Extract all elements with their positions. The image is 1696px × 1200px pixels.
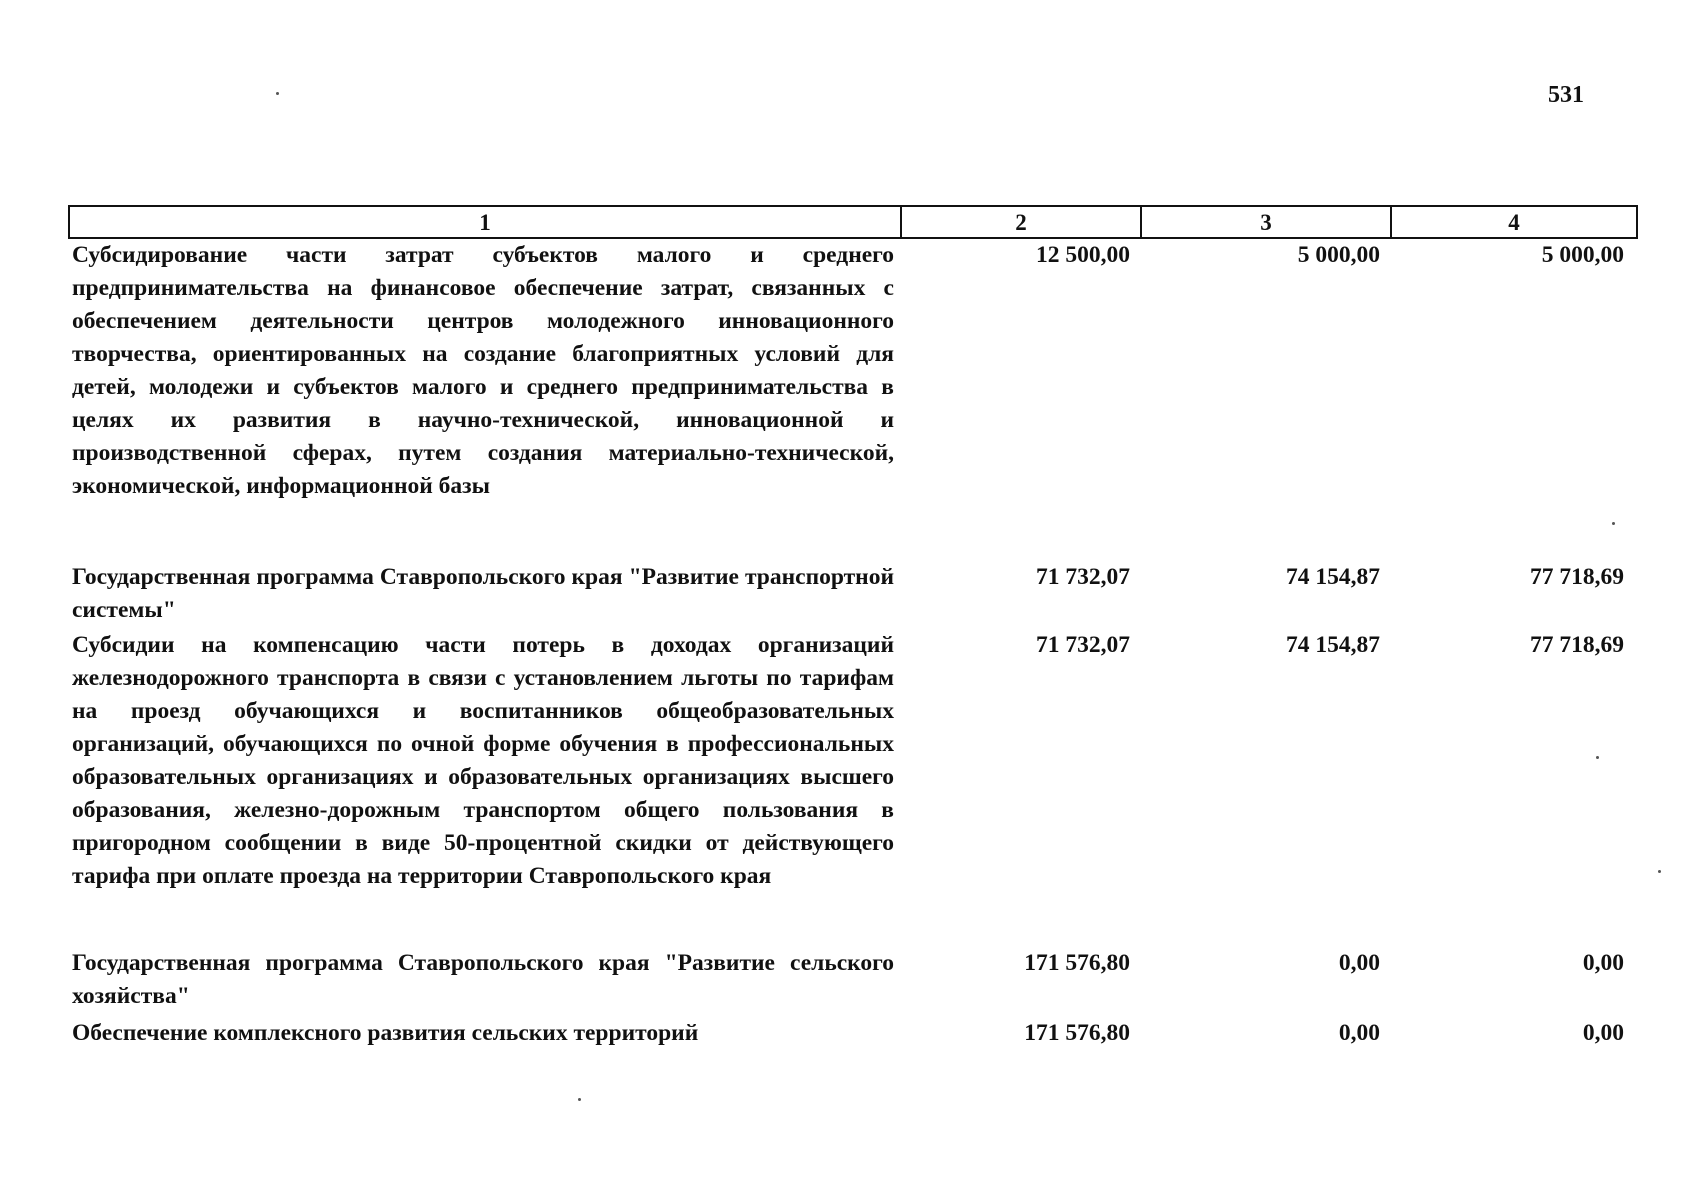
scan-speck	[578, 1098, 581, 1101]
page-number: 531	[1548, 82, 1584, 108]
header-col-3: 3	[1140, 207, 1390, 237]
row-value-col-3: 0,00	[1338, 1020, 1380, 1046]
scan-speck	[276, 92, 279, 95]
row-value-col-3: 0,00	[1338, 950, 1380, 976]
header-col-1: 1	[479, 210, 491, 235]
row-value-col-4: 77 718,69	[1530, 564, 1624, 590]
row-value-col-4: 5 000,00	[1541, 242, 1624, 268]
scan-speck	[1658, 870, 1661, 873]
row-value-col-2: 71 732,07	[1036, 564, 1130, 590]
row-description: Государственная программа Ставропольского края "Развитие сельского хозяйства"	[72, 950, 894, 1009]
row-value-col-2: 12 500,00	[1036, 242, 1130, 268]
header-col-2: 2	[900, 207, 1140, 237]
table-header-row	[68, 205, 1638, 239]
header-col-4: 4	[1390, 207, 1636, 237]
row-value-col-2: 171 576,80	[1024, 1020, 1130, 1046]
row-description: Обеспечение комплексного развития сельских территорий	[72, 1020, 699, 1046]
row-value-col-4: 0,00	[1582, 950, 1624, 976]
row-value-col-3: 74 154,87	[1286, 564, 1380, 590]
row-description: Субсидии на компенсацию части потерь в доходах организаций железнодорожного транспорта в связи с установлением льготы по тарифам на проезд обучающихся и воспитанников общеобразовательных организаций, обучающихся по очной форме обучения в профессиональных образовательных организациях и образовательных организациях высшего образования, железно-дорожным транспортом общего пользования в пригородном сообщении в виде 50-процентной скидки от действующего тарифа при оплате проезда на территории Ставропольского края	[72, 632, 894, 889]
scan-speck	[1596, 756, 1599, 759]
row-value-col-4: 0,00	[1582, 1020, 1624, 1046]
row-value-col-3: 5 000,00	[1297, 242, 1380, 268]
budget-table	[68, 205, 1638, 1046]
row-value-col-3: 74 154,87	[1286, 632, 1380, 658]
row-value-col-4: 77 718,69	[1530, 632, 1624, 658]
row-value-col-2: 71 732,07	[1036, 632, 1130, 658]
row-description: Государственная программа Ставропольского края "Развитие транспортной системы"	[72, 564, 894, 623]
row-value-col-2: 171 576,80	[1024, 950, 1130, 976]
scan-speck	[1612, 522, 1615, 525]
row-description: Субсидирование части затрат субъектов малого и среднего предпринимательства на финансовое обеспечение затрат, связанных с обеспечением деятельности центров молодежного инновационного творчества, ориентированных на создание благоприятных условий для детей, молодежи и субъектов малого и среднего предпринимательства в целях их развития в научно-технической, инновационной и производственной сферах, путем создания материально-технической, экономической, информационной базы	[72, 242, 894, 499]
